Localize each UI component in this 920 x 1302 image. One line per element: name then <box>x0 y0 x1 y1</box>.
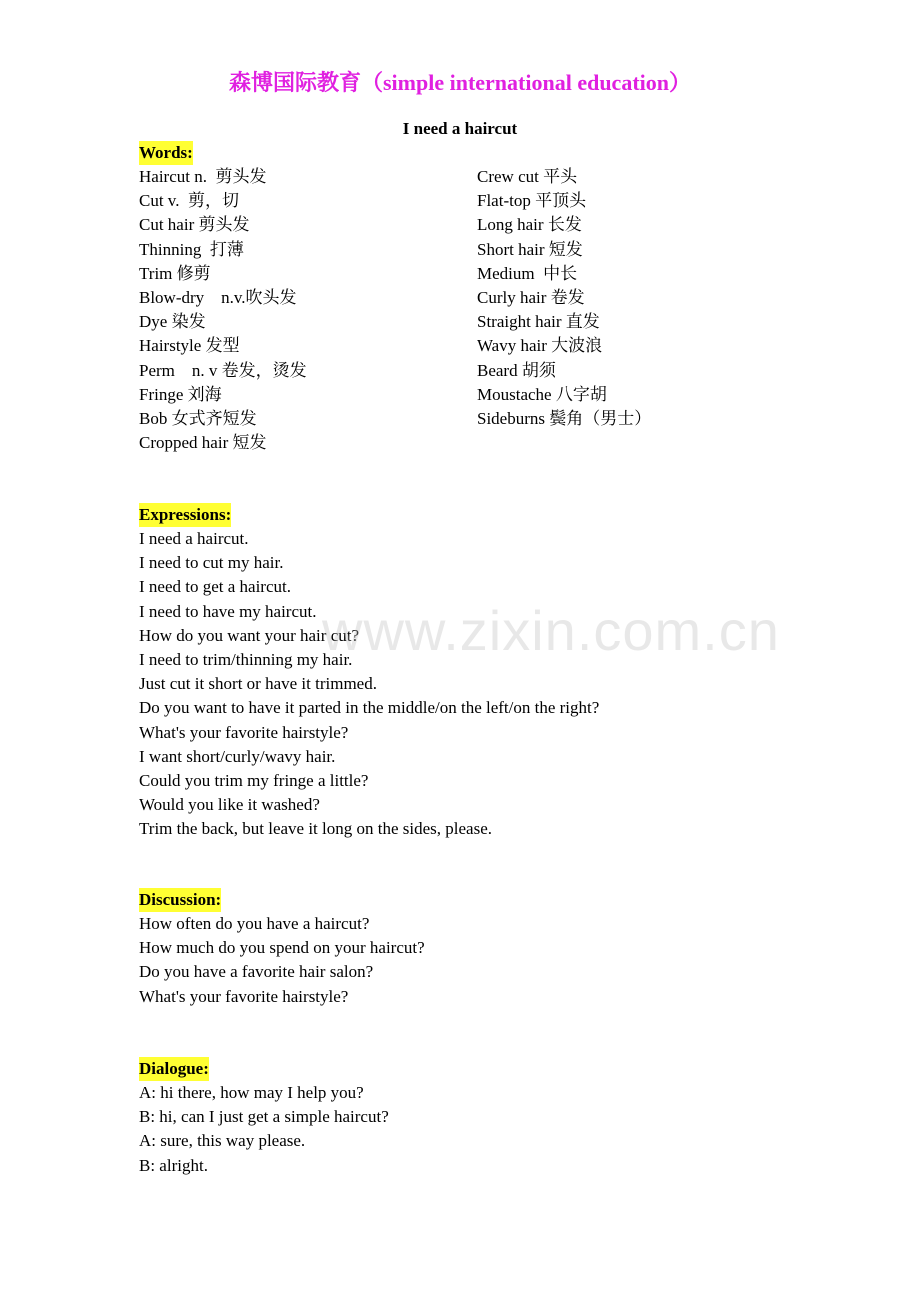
expression-item: I need to get a haircut. <box>139 577 291 597</box>
dialogue-line: B: hi, can I just get a simple haircut? <box>139 1107 389 1127</box>
word-item: Straight hair 直发 <box>477 312 600 332</box>
expression-item: I need a haircut. <box>139 529 249 548</box>
word-item: Moustache 八字胡 <box>477 384 607 404</box>
word-item: Blow-dry n.v.吹头发 <box>139 288 297 308</box>
word-item: Cut hair 剪头发 <box>139 215 250 235</box>
word-item: Haircut n. 剪头发 <box>139 167 267 186</box>
word-item: Dye 染发 <box>139 312 206 332</box>
word-item: Crew cut 平头 <box>477 167 578 186</box>
word-item: Perm n. v 卷发，烫发 <box>139 360 307 380</box>
discussion-heading: Discussion: <box>139 888 221 912</box>
watermark: www.zixin.com.cn <box>322 599 780 662</box>
word-item: Medium 中长 <box>477 263 578 283</box>
word-item: Sideburns 鬓角（男士） <box>477 409 652 429</box>
expression-item: Trim the back, but leave it long on the sides, please. <box>139 819 492 839</box>
word-item: Fringe 刘海 <box>139 384 222 404</box>
expression-item: What's your favorite hairstyle? <box>139 722 349 742</box>
header-title: 森博国际教育（simple international education） <box>228 70 691 95</box>
dialogue-section <box>139 1057 839 1178</box>
expression-item: Just cut it short or have it trimmed. <box>139 674 377 694</box>
word-item: Hairstyle 发型 <box>139 336 240 356</box>
dialogue-line: B: alright. <box>139 1155 208 1175</box>
expression-item: How do you want your hair cut? <box>139 625 360 645</box>
words-right-column <box>477 165 651 431</box>
expression-item: Could you trim my fringe a little? <box>139 771 369 791</box>
word-item: Wavy hair 大波浪 <box>477 336 603 356</box>
word-item: Cropped hair 短发 <box>139 433 267 453</box>
discussion-item: How much do you spend on your haircut? <box>139 938 425 958</box>
word-item: Long hair 长发 <box>477 215 582 235</box>
word-item: Flat-top 平顶头 <box>477 191 587 211</box>
expression-item: Do you want to have it parted in the middle/on the left/on the right? <box>139 698 600 718</box>
words-heading: Words: <box>139 141 193 165</box>
expression-item: I need to trim/thinning my hair. <box>139 650 353 670</box>
discussion-section <box>139 888 839 1009</box>
discussion-item: How often do you have a haircut? <box>139 914 370 933</box>
words-section <box>139 141 839 453</box>
word-item: Thinning 打薄 <box>139 239 244 259</box>
words-left-column <box>139 165 307 455</box>
word-item: Beard 胡须 <box>477 360 556 380</box>
expression-item: Would you like it washed? <box>139 795 320 815</box>
word-item: Trim 修剪 <box>139 263 211 283</box>
word-item: Bob 女式齐短发 <box>139 409 257 429</box>
dialogue-line: A: sure, this way please. <box>139 1131 306 1151</box>
word-item: Short hair 短发 <box>477 239 583 259</box>
discussion-item: Do you have a favorite hair salon? <box>139 962 374 982</box>
word-item: Curly hair 卷发 <box>477 288 585 308</box>
expression-item: I need to have my haircut. <box>139 601 317 621</box>
expressions-section <box>139 503 839 842</box>
discussion-item: What's your favorite hairstyle? <box>139 986 349 1006</box>
expression-item: I want short/curly/wavy hair. <box>139 746 336 766</box>
expression-item: I need to cut my hair. <box>139 553 284 573</box>
dialogue-line: A: hi there, how may I help you? <box>139 1083 364 1102</box>
dialogue-heading: Dialogue: <box>139 1057 209 1081</box>
expressions-heading: Expressions: <box>139 503 231 527</box>
word-item: Cut v. 剪，切 <box>139 191 239 211</box>
document-title: I need a haircut <box>402 119 518 138</box>
